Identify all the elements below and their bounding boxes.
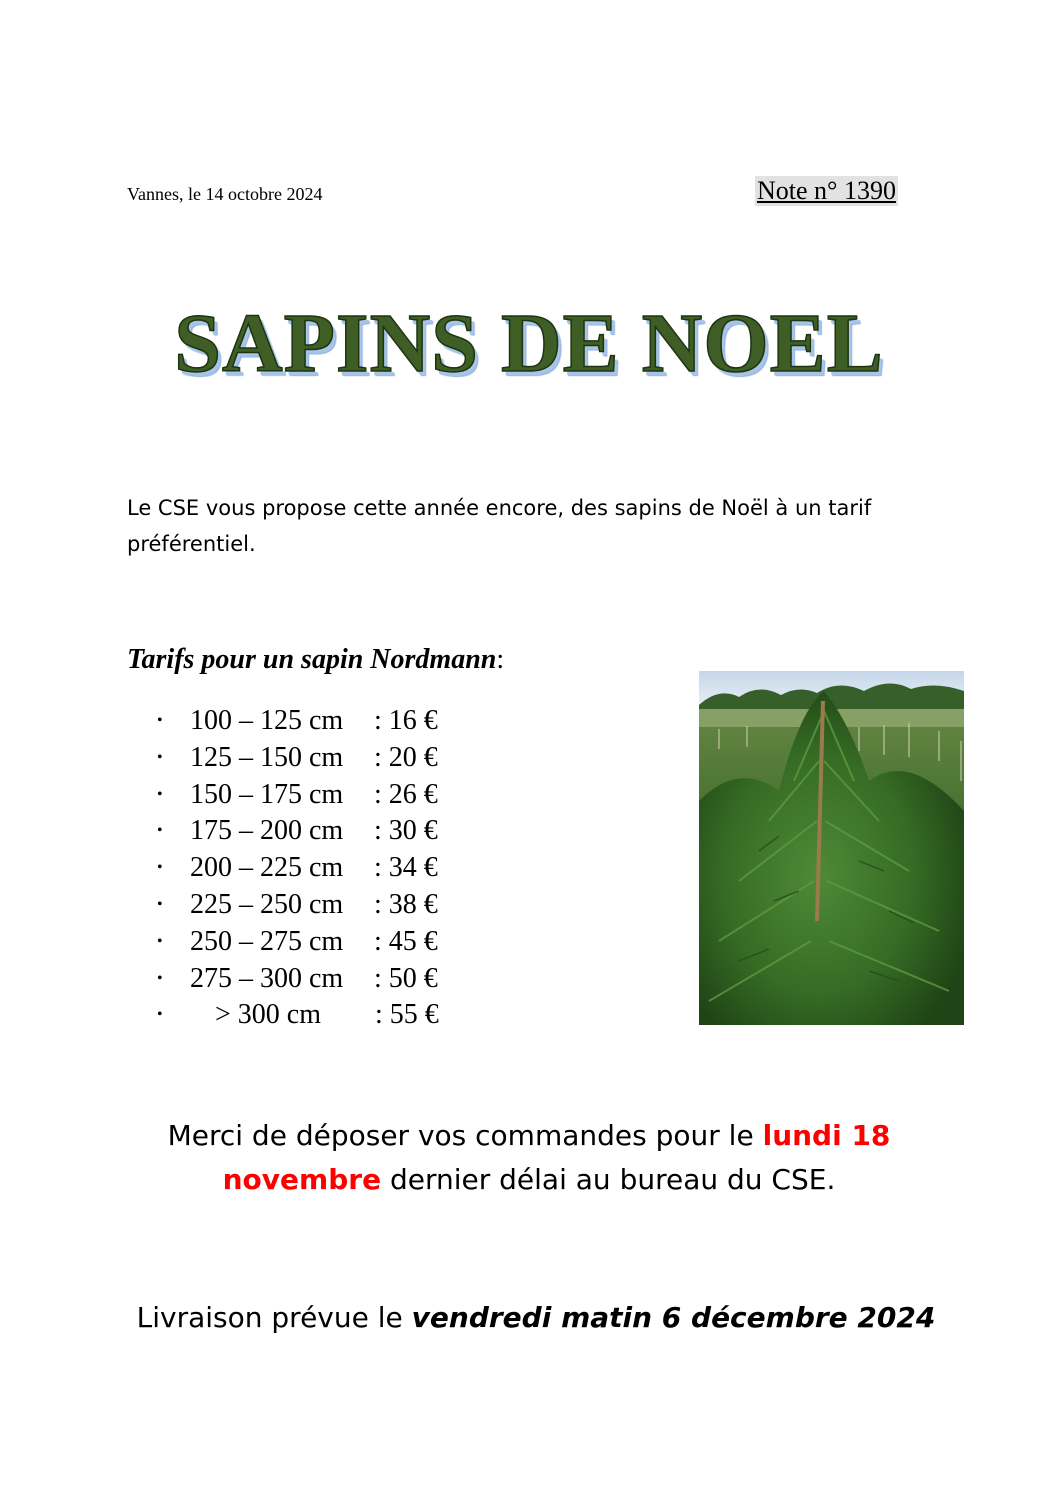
price-range: 275 – 300 cm [190, 962, 344, 994]
price-value: : 55 € [375, 999, 439, 1031]
bullet-icon: • [157, 859, 163, 877]
bullet-icon: • [157, 895, 163, 913]
price-value: : 20 € [374, 741, 438, 773]
price-range: 225 – 250 cm [190, 888, 344, 920]
intro-line-2: préférentiel. [127, 532, 256, 556]
note-number: Note n° 1390 [757, 176, 896, 205]
bullet-icon: • [157, 785, 163, 803]
intro-paragraph [127, 490, 947, 562]
bullet-icon: • [157, 969, 163, 987]
delivery-prefix: Livraison prévue le [136, 1301, 412, 1334]
tarifs-heading-label: Tarifs pour un sapin Nordmann [127, 644, 497, 675]
bullet-icon: • [157, 932, 163, 950]
price-range: > 300 cm [215, 999, 321, 1031]
deadline-notice [0, 1114, 1058, 1202]
price-range: 125 – 150 cm [190, 741, 344, 773]
tarifs-heading-colon: : [496, 644, 505, 675]
fir-tree-photo [699, 671, 964, 1025]
price-value: : 45 € [374, 925, 438, 957]
tarifs-heading [127, 642, 504, 678]
price-value: : 50 € [374, 962, 438, 994]
deadline-date-1: lundi 18 [762, 1119, 891, 1152]
price-value: : 38 € [374, 888, 438, 920]
price-value: : 16 € [374, 705, 438, 736]
document-date: Vannes, le 14 octobre 2024 [127, 184, 323, 204]
bullet-icon: • [157, 1006, 163, 1024]
delivery-notice [0, 1296, 1058, 1340]
price-value: : 34 € [374, 852, 438, 884]
delivery-date: vendredi matin 6 décembre 2024 [411, 1301, 936, 1334]
page-title: SAPINS DE NOEL [174, 297, 884, 390]
price-value: : 30 € [374, 815, 438, 847]
price-range: 100 – 125 cm [190, 705, 344, 736]
bullet-icon: • [157, 712, 163, 729]
price-range: 175 – 200 cm [190, 815, 344, 847]
bullet-icon: • [157, 822, 163, 840]
price-range: 200 – 225 cm [190, 852, 344, 884]
price-value: : 26 € [374, 778, 438, 810]
bullet-icon: • [157, 748, 163, 766]
price-range: 150 – 175 cm [190, 778, 344, 810]
deadline-text-2: dernier délai au bureau du CSE. [381, 1163, 836, 1196]
deadline-date-2: novembre [222, 1163, 382, 1196]
intro-line-1: Le CSE vous propose cette année encore, des sapins de Noël à un tarif [127, 496, 872, 520]
price-range: 250 – 275 cm [190, 925, 344, 957]
deadline-text-1: Merci de déposer vos commandes pour le [167, 1119, 763, 1152]
